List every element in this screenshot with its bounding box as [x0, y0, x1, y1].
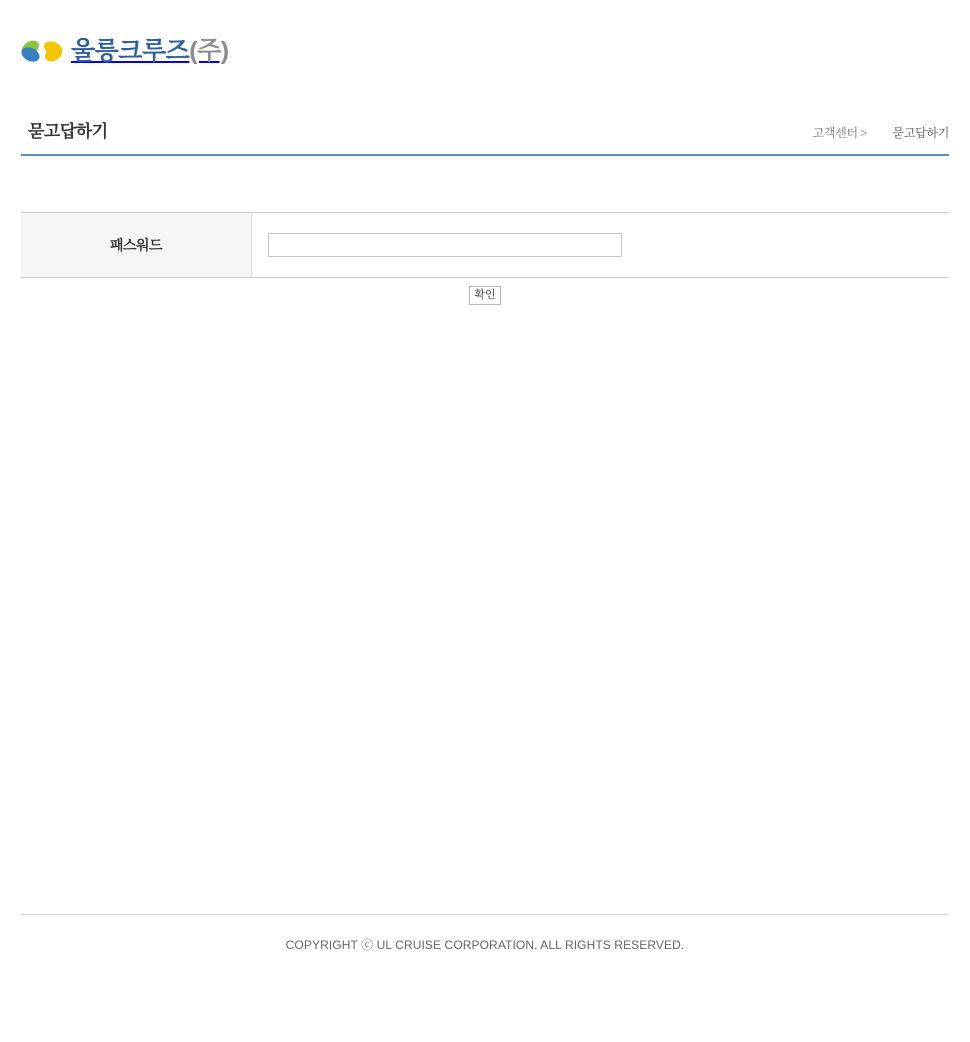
breadcrumb-current: 묻고답하기 — [892, 126, 949, 140]
password-label: 패스워드 — [21, 213, 252, 278]
logo-wordmark — [71, 36, 229, 65]
logo-wordmark-sub: (주) — [189, 36, 229, 65]
logo-wordmark-main: 울릉크루즈 — [71, 36, 190, 65]
table-row — [21, 213, 949, 278]
password-input[interactable] — [268, 233, 622, 257]
main-content — [21, 156, 949, 305]
page-title-bar — [21, 104, 949, 156]
page-title: 묻고답하기 — [28, 122, 108, 141]
site-logo-link[interactable] — [21, 28, 229, 74]
content-top-spacer — [21, 156, 949, 212]
breadcrumb — [813, 124, 949, 141]
form-button-row — [21, 278, 949, 305]
copyright-text: COPYRIGHT ⓒ UL CRUISE CORPORATION. ALL RIGHTS RESERVED. — [285, 938, 685, 952]
password-form-table — [21, 212, 949, 278]
pinwheel-flower-logo-icon — [21, 28, 63, 74]
breadcrumb-separator: > — [859, 126, 867, 140]
password-field-cell — [252, 213, 950, 278]
site-header — [0, 0, 970, 104]
site-footer — [21, 914, 949, 953]
breadcrumb-root[interactable]: 고객센터 — [812, 126, 858, 140]
confirm-button[interactable]: 확인 — [469, 286, 500, 305]
